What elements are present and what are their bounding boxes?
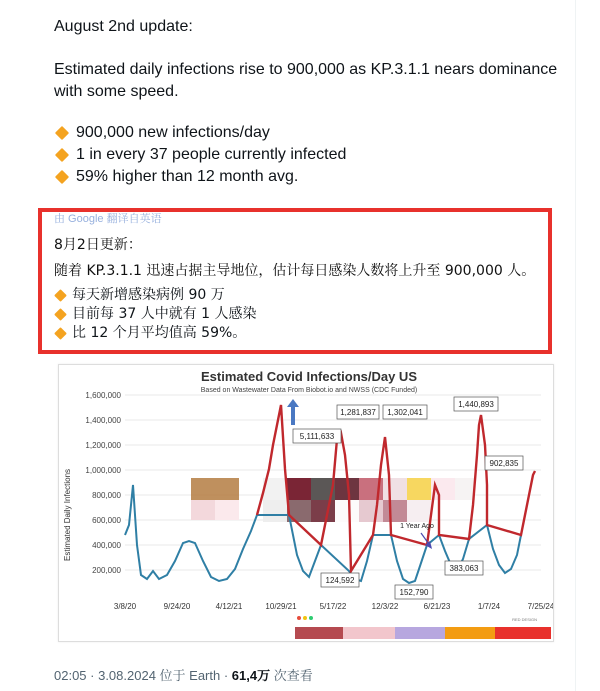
annotation-label: 383,063	[449, 564, 479, 573]
post-line-2: with some speed.	[54, 83, 179, 100]
annotation-label: 1,302,041	[387, 408, 423, 417]
orange-diamond-icon	[54, 308, 67, 321]
orange-diamond-icon	[54, 327, 67, 340]
x-tick-label: 6/21/23	[423, 602, 451, 611]
annotation-label: 1,440,893	[458, 400, 494, 409]
bullet-item: 900,000 new infections/day	[54, 122, 270, 144]
orange-diamond-icon	[55, 170, 69, 184]
y-tick-labels	[85, 391, 121, 575]
annotation-label: 5,111,633	[299, 432, 335, 441]
post-heading: August 2nd update:	[54, 18, 193, 35]
annotation-label: 124,592	[325, 576, 355, 585]
view-count: 61,4万	[231, 668, 271, 683]
y-tick-label: 400,000	[92, 541, 121, 550]
up-arrow-icon	[287, 399, 299, 425]
post-timestamp[interactable]: 02:05 · 3.08.2024 位于 Earth ·	[54, 668, 232, 683]
y-tick-label: 1,600,000	[85, 391, 121, 400]
post-footer	[54, 665, 313, 684]
chart-subtitle: Based on Wastewater Data From Biobot.io and NWSS (CDC Funded)	[200, 387, 418, 394]
post-line-1: Estimated daily infections rise to 900,000 as KP.3.1.1 nears dominance	[54, 61, 558, 78]
watermark: RED DESIGN	[512, 617, 537, 622]
x-tick-labels	[114, 602, 553, 611]
orange-diamond-icon	[55, 126, 69, 140]
one-year-ago-label: 1 Year Ago	[400, 523, 434, 530]
x-tick-label: 9/24/20	[163, 602, 191, 611]
chart-svg	[59, 365, 553, 641]
y-axis-label: Estimated Daily Infections	[63, 468, 72, 562]
x-tick-label: 5/17/22	[319, 602, 347, 611]
translation-bullet: 目前每 37 人中就有 1 人感染	[54, 305, 257, 324]
annotation-label: 152,790	[399, 588, 429, 597]
x-tick-label: 4/12/21	[215, 602, 243, 611]
chart-image[interactable]	[58, 364, 554, 642]
x-tick-label: 1/7/24	[477, 602, 501, 611]
y-tick-label: 1,000,000	[85, 466, 121, 475]
orange-diamond-icon	[55, 148, 69, 162]
bullet-item: 1 in every 37 people currently infected	[54, 144, 346, 166]
annotation-label: 1,281,837	[340, 408, 376, 417]
x-tick-label: 12/3/22	[371, 602, 399, 611]
y-tick-label: 600,000	[92, 516, 121, 525]
view-count-suffix: 次查看	[270, 668, 313, 683]
y-tick-label: 1,200,000	[85, 441, 121, 450]
annotation-label: 902,835	[489, 459, 519, 468]
y-tick-label: 800,000	[92, 491, 121, 500]
bullet-item: 59% higher than 12 month avg.	[54, 166, 298, 188]
divider	[575, 0, 576, 691]
translation-bullet: 比 12 个月平均值高 59%。	[54, 324, 246, 343]
chart-title: Estimated Covid Infections/Day US	[201, 369, 417, 384]
source-color-bar	[295, 616, 551, 639]
translation-title: 8月2日更新：	[54, 237, 142, 253]
translation-bullet: 每天新增感染病例 90 万	[54, 286, 225, 305]
y-tick-label: 200,000	[92, 566, 121, 575]
translation-header[interactable]: 由 Google 翻译自英语	[54, 213, 162, 225]
x-tick-label: 10/29/21	[265, 602, 297, 611]
x-tick-label: 3/8/20	[113, 602, 137, 611]
y-tick-label: 1,400,000	[85, 416, 121, 425]
x-tick-label: 7/25/24	[527, 602, 553, 611]
orange-diamond-icon	[54, 289, 67, 302]
translation-body: 随着 KP.3.1.1 迅速占据主导地位，估计每日感染人数将上升至 900,000 人。	[54, 263, 536, 279]
